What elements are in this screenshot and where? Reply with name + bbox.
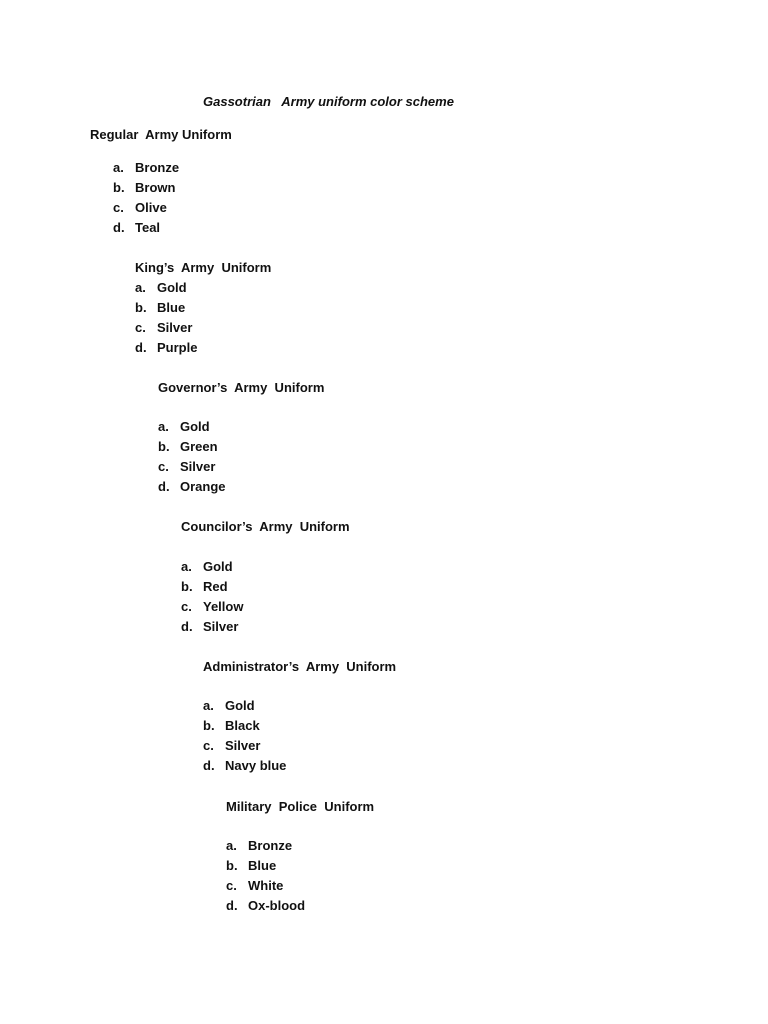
list-item-text: Bronze (248, 838, 293, 853)
list-item-text: Purple (157, 340, 198, 355)
section-heading-military-police: Military Police Uniform (226, 799, 375, 814)
list-item-text: Bronze (135, 160, 180, 175)
list-item-text: Ox-blood (248, 898, 306, 913)
list-marker: d. (135, 340, 147, 355)
list-marker: b. (226, 858, 238, 873)
list-item-text: White (248, 878, 284, 893)
section-heading-councilors-army: Councilor’s Army Uniform (181, 519, 350, 534)
list-marker: b. (181, 579, 193, 594)
list-marker: c. (226, 878, 237, 893)
list-marker: d. (113, 220, 125, 235)
list-item-text: Silver (157, 320, 193, 335)
section-heading-regular-army: Regular Army Uniform (90, 127, 232, 142)
list-item-text: Red (203, 579, 228, 594)
list-item-text: Green (180, 439, 218, 454)
list-item-text: Orange (180, 479, 226, 494)
section-heading-administrators-army: Administrator’s Army Uniform (203, 659, 397, 674)
section-heading-kings-army: King’s Army Uniform (135, 260, 272, 275)
list-item-text: Silver (203, 619, 239, 634)
list-marker: a. (113, 160, 124, 175)
list-item-text: Olive (135, 200, 167, 215)
list-marker: b. (203, 718, 215, 733)
list-item-text: Gold (157, 280, 187, 295)
list-item-text: Silver (180, 459, 216, 474)
list-marker: c. (203, 738, 214, 753)
list-marker: b. (158, 439, 170, 454)
list-marker: c. (181, 599, 192, 614)
list-item-text: Brown (135, 180, 176, 195)
list-marker: d. (203, 758, 215, 773)
list-marker: a. (158, 419, 169, 434)
list-marker: d. (226, 898, 238, 913)
list-item-text: Yellow (203, 599, 244, 614)
list-marker: c. (113, 200, 124, 215)
list-item-text: Navy blue (225, 758, 287, 773)
list-marker: a. (226, 838, 237, 853)
document-title: Gassotrian Army uniform color scheme (203, 94, 454, 109)
list-item-text: Gold (225, 698, 255, 713)
list-item-text: Blue (248, 858, 277, 873)
list-marker: c. (158, 459, 169, 474)
list-item-text: Silver (225, 738, 261, 753)
list-marker: a. (203, 698, 214, 713)
list-marker: d. (181, 619, 193, 634)
list-marker: b. (113, 180, 125, 195)
section-heading-governors-army: Governor’s Army Uniform (158, 380, 325, 395)
list-item-text: Blue (157, 300, 186, 315)
list-marker: c. (135, 320, 146, 335)
list-item-text: Teal (135, 220, 161, 235)
list-marker: a. (181, 559, 192, 574)
list-marker: a. (135, 280, 146, 295)
list-marker: d. (158, 479, 170, 494)
list-item-text: Gold (203, 559, 233, 574)
list-item-text: Gold (180, 419, 210, 434)
list-item-text: Black (225, 718, 260, 733)
list-marker: b. (135, 300, 147, 315)
